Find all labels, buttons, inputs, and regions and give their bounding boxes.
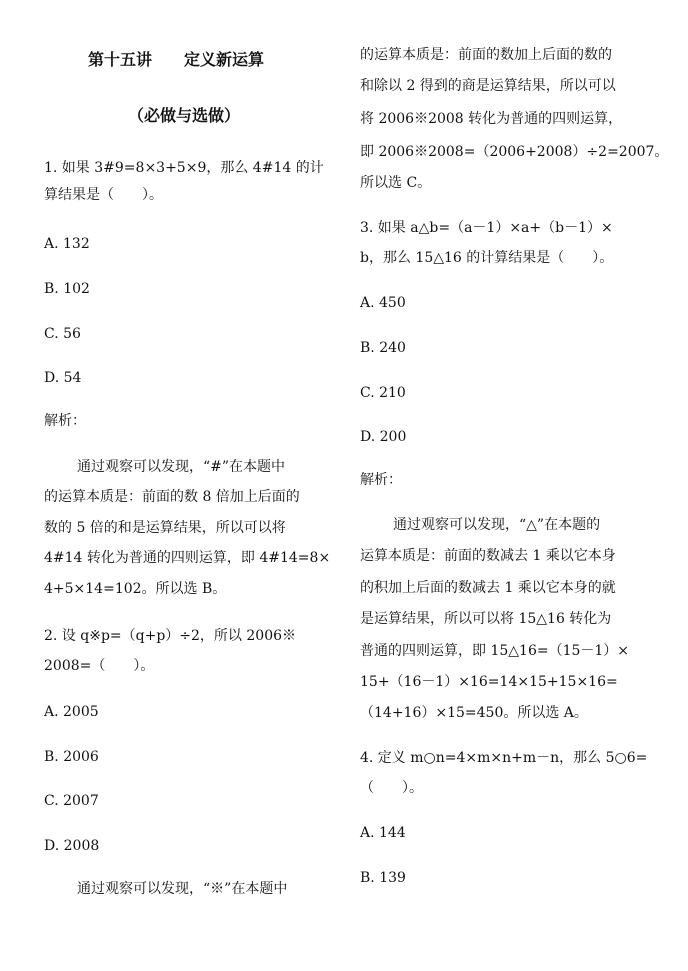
analysis-3-line-5: 普通的四则运算，即 15△16=（15－1）× bbox=[360, 643, 630, 659]
q3-option-b: B. 240 bbox=[360, 340, 406, 356]
question-2-line-2: 2008=（ ）。 bbox=[44, 658, 155, 674]
q2-option-a: A. 2005 bbox=[44, 704, 99, 720]
analysis-1-line-3: 数的 5 倍的和是运算结果，所以可以将 bbox=[44, 520, 286, 536]
q3-option-d: D. 200 bbox=[360, 429, 407, 445]
question-2-line-1: 2. 设 q※p=（q+p）÷2，所以 2006※ bbox=[44, 628, 297, 644]
q2-option-d: D. 2008 bbox=[44, 838, 100, 854]
analysis-label-1: 解析： bbox=[44, 413, 86, 429]
question-1-line-1: 1. 如果 3#9=8×3+5×9，那么 4#14 的计 bbox=[44, 160, 324, 176]
analysis-3-line-1: 通过观察可以发现，“△”在本题的 bbox=[393, 517, 601, 533]
q1-option-b: B. 102 bbox=[44, 281, 90, 297]
analysis-2-line-2: 的运算本质是：前面的数加上后面的数的 bbox=[360, 47, 612, 63]
q4-option-a: A. 144 bbox=[360, 825, 406, 841]
analysis-3-line-7: （14+16）×15=450。所以选 A。 bbox=[360, 705, 588, 721]
analysis-3-line-6: 15+（16－1）×16=14×15+15×16= bbox=[360, 674, 618, 690]
analysis-1-line-5: 4+5×14=102。所以选 B。 bbox=[44, 581, 227, 597]
analysis-2-line-4: 将 2006※2008 转化为普通的四则运算， bbox=[360, 111, 623, 127]
q2-option-b: B. 2006 bbox=[44, 749, 99, 765]
lecture-subtitle: （必做与选做） bbox=[128, 106, 241, 125]
analysis-3-line-2: 运算本质是：前面的数减去 1 乘以它本身 bbox=[360, 548, 616, 564]
q1-option-c: C. 56 bbox=[44, 326, 81, 342]
q4-option-b: B. 139 bbox=[360, 870, 406, 886]
question-4-line-1: 4. 定义 m○n=4×m×n+m－n，那么 5○6= bbox=[360, 750, 648, 766]
q3-option-c: C. 210 bbox=[360, 385, 406, 401]
lecture-title: 第十五讲 定义新运算 bbox=[88, 50, 265, 69]
analysis-1-line-2: 的运算本质是：前面的数 8 倍加上后面的 bbox=[44, 489, 300, 505]
question-3-line-2: b，那么 15△16 的计算结果是（ ）。 bbox=[360, 250, 614, 266]
analysis-2-line-1: 通过观察可以发现，“※”在本题中 bbox=[77, 881, 288, 897]
q3-option-a: A. 450 bbox=[360, 295, 406, 311]
analysis-2-line-3: 和除以 2 得到的商是运算结果，所以可以 bbox=[360, 78, 616, 94]
analysis-1-line-1: 通过观察可以发现，“#”在本题中 bbox=[77, 459, 286, 475]
question-3-line-1: 3. 如果 a△b=（a－1）×a+（b－1）× bbox=[360, 220, 613, 236]
analysis-2-line-6: 所以选 C。 bbox=[360, 175, 432, 191]
analysis-1-line-4: 4#14 转化为普通的四则运算，即 4#14=8× bbox=[44, 550, 331, 566]
analysis-3-line-3: 的积加上后面的数减去 1 乘以它本身的就 bbox=[360, 580, 616, 596]
analysis-3-line-4: 是运算结果，所以可以将 15△16 转化为 bbox=[360, 611, 612, 627]
analysis-2-line-5: 即 2006※2008=（2006+2008）÷2=2007。 bbox=[360, 144, 669, 160]
question-1-line-2: 算结果是（ ）。 bbox=[44, 187, 163, 203]
q1-option-a: A. 132 bbox=[44, 236, 90, 252]
analysis-label-3: 解析： bbox=[360, 472, 402, 488]
q2-option-c: C. 2007 bbox=[44, 793, 99, 809]
q1-option-d: D. 54 bbox=[44, 370, 82, 386]
question-4-line-2: （ ）。 bbox=[360, 780, 423, 796]
